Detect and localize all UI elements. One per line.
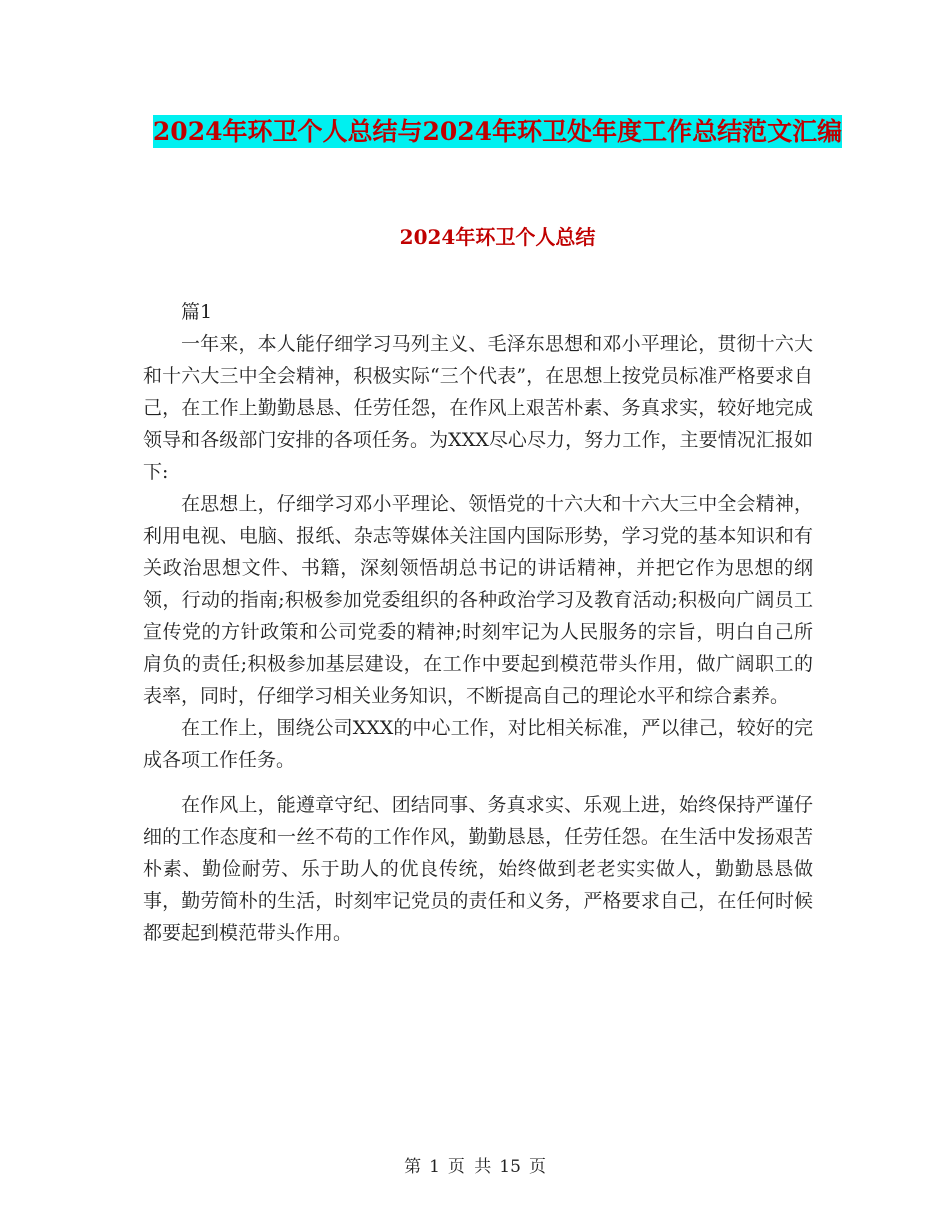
page-footer [0,1152,950,1177]
document-title [140,108,855,156]
footer-prefix: 第 [404,1157,422,1177]
paragraph: 在作风上，能遵章守纪、团结同事、务真求实、乐观上进，始终保持严谨仔细的工作态度和一丝不苟的工作作风，勤勤恳恳，任劳任怨。在生活中发扬艰苦朴素、勤俭耐劳、乐于助人的优良传统，始终做到老老实实做人，勤勤恳恳做事，勤劳简朴的生活，时刻牢记党员的责任和义务，严格要求自己，在任何时候都要起到模范带头作用。 [143,794,813,944]
paragraph: 在思想上，仔细学习邓小平理论、领悟党的十六大和十六大三中全会精神，利用电视、电脑、报纸、杂志等媒体关注国内国际形势，学习党的基本知识和有关政治思想文件、书籍，深刻领悟胡总书记的讲话精神，并把它作为思想的纲领，行动的指南;积极参加党委组织的各种政治学习及教育活动;积极向广阔员工宣传党的方针政策和公司党委的精神;时刻牢记为人民服务的宗旨，明白自己所肩负的责任;积极参加基层建设，在工作中要起到模范带头作用，做广阔职工的表率，同时，仔细学习相关业务知识，不断提高自己的理论水平和综合素养。 [143,493,813,707]
section-title: 2024年环卫个人总结 [399,225,596,249]
page-total: 15 [499,1157,521,1177]
footer-middle: 页 共 [447,1157,492,1177]
footer-suffix: 页 [528,1157,546,1177]
paragraph: 一年来，本人能仔细学习马列主义、毛泽东思想和邓小平理论，贯彻十六大和十六大三中全会精神，积极实际“三个代表”，在思想上按党员标准严格要求自己，在工作上勤勤恳恳、任劳任怨，在作风上艰苦朴素、务真求实，较好地完成领导和各级部门安排的各项任务。为XXX尽心尽力，努力工作，主要情况汇报如下: [143,333,813,483]
paragraph: 在工作上，围绕公司XXX的中心工作，对比相关标准，严以律己，较好的完成各项工作任务。 [143,717,813,771]
document-title-text: 2024年环卫个人总结与2024年环卫处年度工作总结范文汇编 [152,117,843,146]
page-number: 1 [429,1157,440,1177]
paragraph-label: 篇1 [181,301,213,323]
document-body [143,296,813,949]
